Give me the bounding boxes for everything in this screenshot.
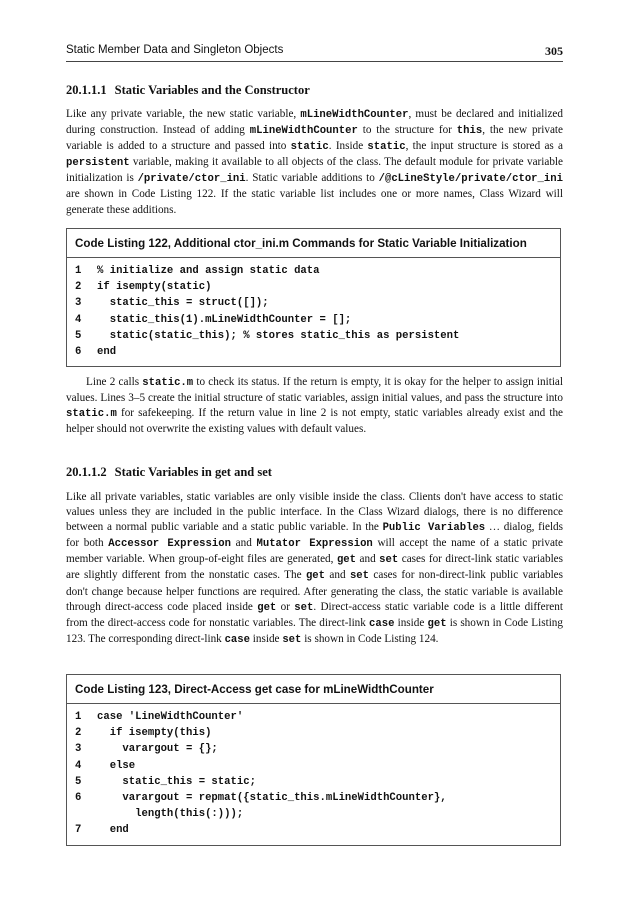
text-run: , the new private variable is added to a structure and passed into — [66, 124, 564, 153]
line-number: 2 — [75, 281, 82, 294]
inline-code: get — [427, 617, 447, 630]
code-text: case 'LineWidthCounter' — [97, 711, 244, 723]
section-title: Static Variables in get and set — [114, 465, 272, 479]
line-number: 5 — [75, 329, 82, 342]
running-title: Static Member Data and Singleton Objects — [66, 44, 284, 56]
text-run: for safekeeping. If the return value in line 2 is not empty, static variables already exist and the helper should not overwrite the existing values with default values. — [66, 407, 563, 436]
line-number: 5 — [75, 775, 82, 788]
code-line — [75, 806, 552, 822]
listing-body — [67, 704, 560, 845]
text-run: Line 2 calls — [86, 376, 143, 388]
paragraph-3 — [66, 490, 563, 648]
line-number — [75, 806, 97, 822]
code-line — [75, 758, 552, 774]
text-run: , must be declared and initialized during construction. Instead of adding — [66, 108, 563, 137]
inline-code: static — [290, 141, 329, 154]
section-heading-2 — [66, 465, 272, 480]
inline-code: Public Variables — [382, 522, 486, 535]
inline-code: set — [294, 601, 314, 614]
text-run: inside — [394, 616, 428, 629]
listing-title: Code Listing 123, Direct-Access get case for mLineWidthCounter — [67, 675, 560, 704]
code-listing-122 — [66, 228, 561, 367]
code-line — [75, 822, 552, 838]
text-run: is shown in Code Listing 124. — [301, 632, 439, 645]
listing-body — [67, 258, 560, 366]
inline-code: static.m — [66, 408, 117, 421]
code-text: static_this = struct([]); — [97, 297, 269, 310]
text-run: to check its status. If the return is empty, it is okay for the helper to assign initial values. Lines 3–5 create the initial structure of static variables, assign initial values, and pass the structure into — [66, 376, 563, 405]
text-run: and — [356, 553, 380, 566]
text-run: and — [325, 569, 350, 582]
text-run: variable, making it available to all objects of the class. The default module for private variable initialization is — [66, 156, 563, 185]
section-number: 20.1.1.2 — [66, 465, 107, 479]
section-title: Static Variables and the Constructor — [114, 83, 310, 97]
code-line — [75, 295, 552, 311]
code-line — [75, 312, 552, 328]
text-run: to the structure for — [357, 124, 457, 137]
inline-code: /@cLineStyle/private/ctor_ini — [378, 173, 563, 186]
code-text: varargout = {}; — [97, 743, 218, 756]
inline-code: static — [367, 141, 406, 154]
code-line — [75, 344, 552, 360]
rich-text — [66, 107, 563, 218]
inline-code: mLineWidthCounter — [249, 125, 358, 138]
code-line — [75, 725, 552, 741]
text-run: will accept the name of a static private member variable. When group-of-eight files are generated, — [66, 537, 564, 566]
code-line — [75, 263, 552, 279]
code-text: static_this = static; — [97, 775, 256, 788]
code-text: end — [97, 824, 129, 837]
paragraph-1 — [66, 107, 563, 218]
code-text: end — [97, 346, 117, 359]
code-text: else — [97, 759, 136, 772]
inline-code: get — [305, 570, 326, 583]
inline-code: mLineWidthCounter — [300, 109, 409, 121]
text-run: Like any private variable, the new static variable, — [66, 108, 301, 120]
code-line — [75, 328, 552, 344]
running-header — [66, 44, 563, 62]
code-text: if isempty(this) — [97, 727, 212, 740]
rich-text — [66, 490, 563, 648]
line-number: 2 — [75, 727, 82, 740]
inline-code: Mutator Expression — [256, 538, 373, 551]
header-rule — [66, 61, 563, 62]
section-number: 20.1.1.1 — [66, 83, 107, 97]
text-run: cases for non-direct-link public variables don't change because helper functions are required. After generating the class, the static variable is available through direct-access code placed inside — [66, 569, 563, 613]
inline-code: persistent — [66, 157, 130, 170]
rich-text — [66, 375, 563, 437]
code-listing-123 — [66, 674, 561, 846]
text-run: inside — [250, 632, 283, 645]
line-number: 1 — [75, 711, 82, 723]
line-number: 4 — [75, 313, 82, 326]
paragraph-2 — [66, 375, 563, 437]
inline-code: get — [257, 601, 277, 614]
text-run: or — [276, 600, 295, 613]
inline-code: case — [369, 617, 395, 630]
inline-code: /private/ctor_ini — [137, 173, 246, 186]
inline-code: case — [224, 633, 250, 646]
code-text: length(this(:))); — [97, 808, 244, 821]
code-text: if isempty(static) — [97, 281, 212, 294]
text-run: and — [230, 537, 257, 550]
section-heading-1 — [66, 83, 310, 98]
text-run: are shown in Code Listing 122. If the static variable list includes one or more names, Class Wizard will generate these additions. — [66, 188, 563, 216]
text-run: … dialog, fields for both — [66, 521, 564, 550]
code-line — [75, 741, 552, 757]
line-number: 7 — [75, 824, 82, 837]
line-number: 4 — [75, 759, 82, 772]
code-text: static(static_this); % stores static_this as persistent — [97, 329, 460, 342]
code-text: % initialize and assign static data — [97, 265, 320, 277]
inline-code: set — [349, 570, 370, 583]
code-line — [75, 790, 552, 806]
line-number: 6 — [75, 792, 82, 805]
text-run: . Static variable additions to — [245, 172, 379, 185]
line-number: 6 — [75, 346, 82, 359]
inline-code: get — [336, 554, 357, 567]
line-number: 3 — [75, 743, 82, 756]
line-number: 3 — [75, 297, 82, 310]
page-number: 305 — [545, 44, 563, 58]
text-run: . Direct-access static variable code is a little different from the direct-access code for nonstatic variables. The direct-link — [66, 600, 563, 629]
listing-title: Code Listing 122, Additional ctor_ini.m Commands for Static Variable Initialization — [67, 229, 560, 258]
text-run: . Inside — [328, 140, 368, 153]
inline-code: static.m — [142, 377, 194, 389]
text-run: is shown in Code Listing 123. The corresponding direct-link — [66, 616, 563, 645]
text-run: Like all private variables, static variables are only visible inside the class. Clients don't have access to static values unless they are included in the public interface. In the Class Wizard dialogs, there is no difference between a normal public variable and a static public variable. In the — [66, 491, 563, 534]
inline-code: set — [379, 554, 399, 567]
text-run: cases for direct-link static variables are slightly different from the nonstatic cases. The — [66, 553, 563, 582]
line-number: 1 — [75, 265, 82, 277]
code-text: static_this(1).mLineWidthCounter = []; — [97, 313, 352, 326]
code-line — [75, 709, 552, 725]
inline-code: Accessor Expression — [108, 538, 231, 551]
code-line — [75, 774, 552, 790]
code-text: varargout = repmat({static_this.mLineWidthCounter}, — [97, 792, 447, 805]
inline-code: set — [282, 633, 302, 646]
code-line — [75, 279, 552, 295]
text-run: , the input structure is stored as a — [405, 140, 563, 153]
inline-code: this — [456, 125, 483, 138]
